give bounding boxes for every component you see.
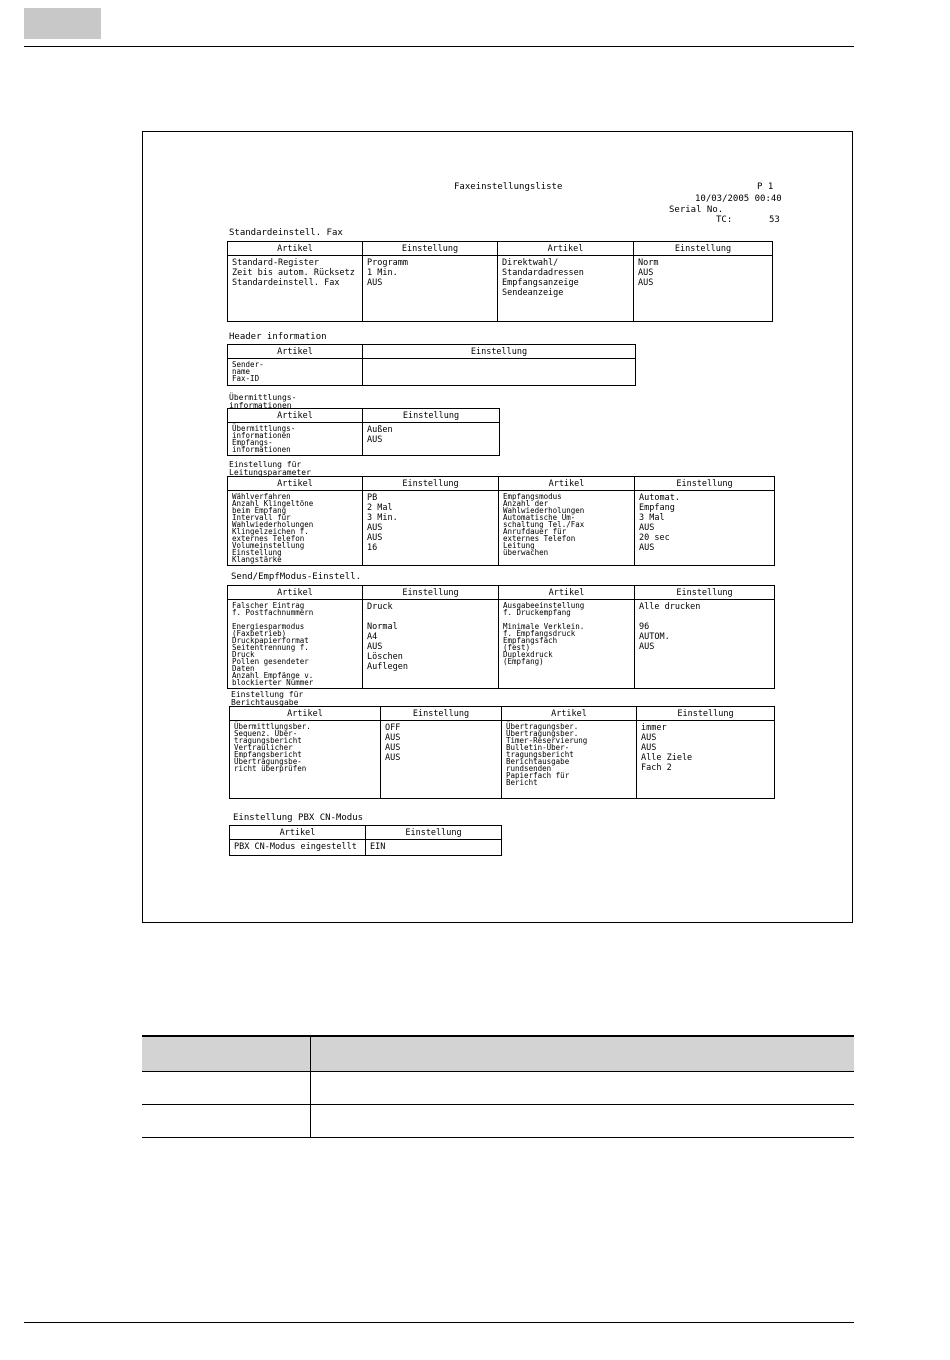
col-item: Artikel xyxy=(228,409,363,423)
report-tc-label: TC: xyxy=(716,215,733,225)
report-serial: Serial No. xyxy=(669,205,724,215)
col-setting: Einstellung xyxy=(363,409,500,423)
description-cell xyxy=(310,1105,854,1138)
section-title-transmission: Übermittlungs- informationen xyxy=(229,393,297,410)
values-cell: Druck Normal A4 AUS Löschen Auflegen xyxy=(363,600,499,689)
col-item: Artikel xyxy=(228,345,363,359)
values-cell: Alle drucken 96 AUTOM. AUS xyxy=(635,600,775,689)
table-header-info xyxy=(227,344,636,386)
values-cell: OFF AUS AUS AUS xyxy=(381,721,502,799)
fax-settings-report xyxy=(142,131,853,923)
col-setting: Einstellung xyxy=(363,345,636,359)
col-item: Artikel xyxy=(499,586,635,600)
items-cell: Übertragungsber. Übertragungsber. Timer-Reservierung Bulletin-Über- tragungsbericht Berichtausgabe rundsenden Papierfach für Bericht xyxy=(502,721,637,799)
col-setting: Einstellung xyxy=(635,477,775,491)
footer-rule xyxy=(24,1322,854,1323)
values-cell: Außen AUS xyxy=(363,423,500,456)
items-cell: Übermittlungs- informationen Empfangs- informationen xyxy=(228,423,363,456)
description-header-cell xyxy=(142,1036,310,1072)
values-cell xyxy=(363,359,636,386)
table-report-output xyxy=(229,706,775,799)
section-title-send-recv: Send/EmpfModus-Einstell. xyxy=(231,572,362,582)
items-cell: Übermittlungsber. Sequenz. Über- tragungsbericht Vertraulicher Empfangsbericht Übertragungsbe- richt überprüfen xyxy=(230,721,381,799)
table-pbx xyxy=(229,825,502,856)
items-cell: PBX CN-Modus eingestellt xyxy=(230,840,366,856)
table-send-recv xyxy=(227,585,775,689)
col-item: Artikel xyxy=(230,707,381,721)
report-date: 10/03/2005 00:40 xyxy=(695,194,782,204)
col-item: Artikel xyxy=(228,586,363,600)
section-title-line-params: Einstellung für Leitungsparameter xyxy=(229,460,311,477)
values-cell: Automat. Empfang 3 Mal AUS 20 sec AUS xyxy=(635,491,775,566)
items-cell: Empfangsmodus Anzahl der Wahlwiederholungen Automatische Um- schaltung Tel./Fax Anrufdauer für externes Telefon Leitung überwachen xyxy=(499,491,635,566)
description-table xyxy=(142,1035,854,1138)
items-cell: Ausgabeeinstellung f. Druckempfang Minimale Verklein. f. Empfangsdruck Empfangsfach (fest) Duplexdruck (Empfang) xyxy=(499,600,635,689)
col-setting: Einstellung xyxy=(635,586,775,600)
col-setting: Einstellung xyxy=(363,586,499,600)
description-header-cell xyxy=(310,1036,854,1072)
description-cell xyxy=(142,1072,310,1105)
col-setting: Einstellung xyxy=(363,242,498,256)
values-cell: Programm 1 Min. AUS xyxy=(363,256,498,322)
col-item: Artikel xyxy=(228,242,363,256)
table-transmission-info xyxy=(227,408,500,456)
report-title: Faxeinstellungsliste xyxy=(454,182,563,192)
items-cell: Sender- name Fax-ID xyxy=(228,359,363,386)
col-setting: Einstellung xyxy=(381,707,502,721)
chapter-marker xyxy=(24,8,101,39)
values-cell: immer AUS AUS Alle Ziele Fach 2 xyxy=(637,721,775,799)
values-cell: Norm AUS AUS xyxy=(634,256,773,322)
report-page: P 1 xyxy=(757,182,774,192)
values-cell: PB 2 Mal 3 Min. AUS AUS 16 xyxy=(363,491,499,566)
col-setting: Einstellung xyxy=(634,242,773,256)
col-item: Artikel xyxy=(228,477,363,491)
items-cell: Direktwahl/ Standardadressen Empfangsanzeige Sendeanzeige xyxy=(498,256,634,322)
description-cell xyxy=(142,1105,310,1138)
section-title-standard: Standardeinstell. Fax xyxy=(229,228,343,238)
values-cell: EIN xyxy=(366,840,502,856)
description-cell xyxy=(310,1072,854,1105)
items-cell: Falscher Eintrag f. Postfachnummern Energiesparmodus (Faxbetrieb) Druckpapierformat Seitentrennung f. Druck Pollen gesendeter Daten Anzahl Empfänge v. blockierter Nummer xyxy=(228,600,363,689)
col-setting: Einstellung xyxy=(637,707,775,721)
items-cell: Standard-Register Zeit bis autom. Rücksetz Standardeinstell. Fax xyxy=(228,256,363,322)
table-line-params xyxy=(227,476,775,566)
section-title-pbx: Einstellung PBX CN-Modus xyxy=(233,813,364,823)
report-tc-value: 53 xyxy=(769,215,780,225)
col-setting: Einstellung xyxy=(366,826,502,840)
col-item: Artikel xyxy=(230,826,366,840)
table-standard xyxy=(227,241,773,322)
section-title-report-output: Einstellung für Berichtausgabe xyxy=(231,690,304,707)
col-setting: Einstellung xyxy=(363,477,499,491)
col-item: Artikel xyxy=(499,477,635,491)
col-item: Artikel xyxy=(498,242,634,256)
header-rule xyxy=(24,46,854,47)
section-title-header: Header information xyxy=(229,332,327,342)
col-item: Artikel xyxy=(502,707,637,721)
items-cell: Wählverfahren Anzahl Klingeltöne beim Empfang Intervall für Wahlwiederholungen Klingelzeichen f. externes Telefon Volumeinstellung Einstellung Klangstärke xyxy=(228,491,363,566)
